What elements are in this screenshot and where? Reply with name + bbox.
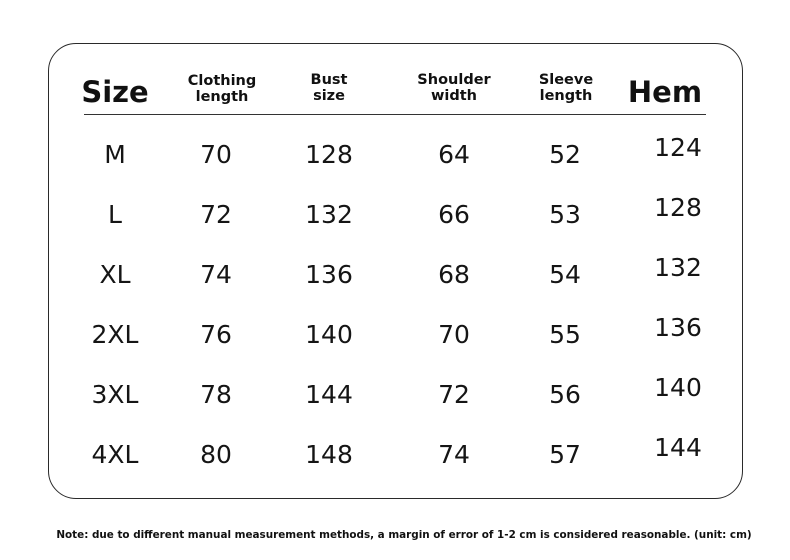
cell-bust-size: 144	[305, 380, 353, 409]
cell-hem: 144	[654, 433, 702, 462]
cell-size: 3XL	[91, 380, 139, 409]
cell-clothing-length: 78	[200, 380, 232, 409]
cell-shoulder-width: 70	[438, 320, 470, 349]
cell-clothing-length: 76	[200, 320, 232, 349]
header-bust-size	[279, 72, 379, 104]
cell-size: 4XL	[91, 440, 139, 469]
header-clothing-length-line-2: length	[195, 89, 249, 105]
header-bust-size-line-2: size	[313, 88, 345, 104]
cell-hem: 132	[654, 253, 702, 282]
header-bust-size-line-1: Bust	[310, 72, 348, 88]
header-sleeve-length-line-1: Sleeve	[538, 72, 594, 88]
cell-clothing-length: 74	[200, 260, 232, 289]
cell-hem: 136	[654, 313, 702, 342]
cell-sleeve-length: 55	[549, 320, 581, 349]
header-shoulder-width	[404, 72, 504, 104]
cell-sleeve-length: 53	[549, 200, 581, 229]
cell-bust-size: 140	[305, 320, 353, 349]
cell-bust-size: 148	[305, 440, 353, 469]
cell-sleeve-length: 57	[549, 440, 581, 469]
cell-clothing-length: 70	[200, 140, 232, 169]
cell-shoulder-width: 64	[438, 140, 470, 169]
cell-bust-size: 128	[305, 140, 353, 169]
cell-hem: 124	[654, 133, 702, 162]
cell-size: 2XL	[91, 320, 139, 349]
cell-shoulder-width: 72	[438, 380, 470, 409]
cell-shoulder-width: 74	[438, 440, 470, 469]
cell-sleeve-length: 56	[549, 380, 581, 409]
cell-bust-size: 132	[305, 200, 353, 229]
header-clothing-length-line-1: Clothing	[187, 73, 257, 89]
cell-sleeve-length: 52	[549, 140, 581, 169]
header-size: Size	[81, 75, 149, 109]
header-sleeve-length-line-2: length	[539, 88, 593, 104]
cell-clothing-length: 72	[200, 200, 232, 229]
cell-clothing-length: 80	[200, 440, 232, 469]
cell-size: M	[104, 140, 126, 169]
cell-shoulder-width: 66	[438, 200, 470, 229]
header-shoulder-width-line-2: width	[431, 88, 477, 104]
cell-shoulder-width: 68	[438, 260, 470, 289]
cell-bust-size: 136	[305, 260, 353, 289]
cell-hem: 128	[654, 193, 702, 222]
header-clothing-length	[172, 73, 272, 105]
cell-size: L	[108, 200, 122, 229]
header-hem: Hem	[627, 75, 703, 109]
header-divider	[84, 114, 706, 115]
cell-hem: 140	[654, 373, 702, 402]
header-sleeve-length	[516, 72, 616, 104]
cell-size: XL	[99, 260, 131, 289]
cell-sleeve-length: 54	[549, 260, 581, 289]
measurement-note: Note: due to different manual measurement methods, a margin of error of 1-2 cm is considered reasonable. (unit: cm)	[56, 529, 752, 541]
header-shoulder-width-line-1: Shoulder	[417, 72, 491, 88]
